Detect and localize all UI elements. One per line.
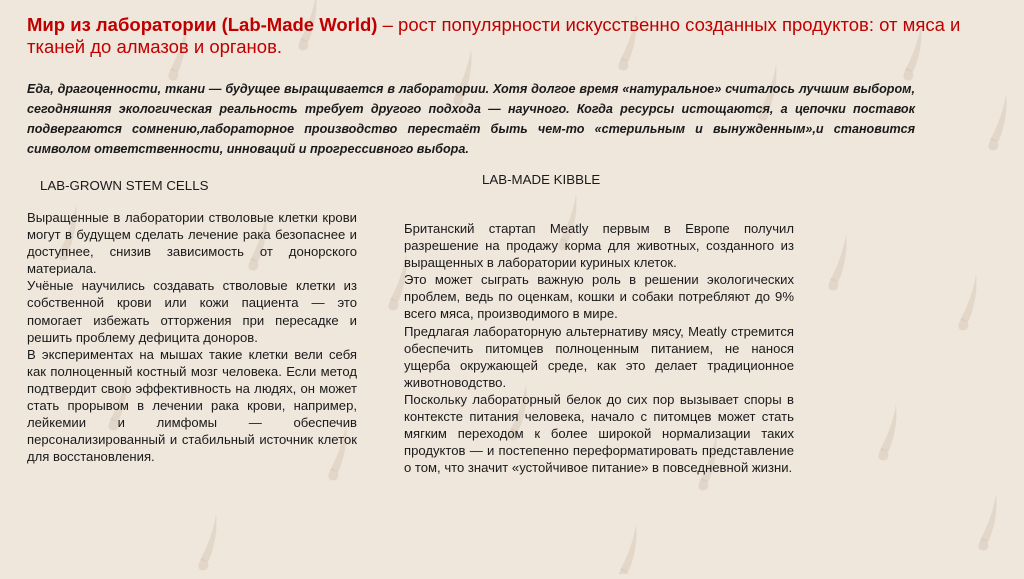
page-title bbox=[27, 14, 1012, 58]
right-column-text bbox=[404, 220, 794, 476]
title-bold: Мир из лаборатории (Lab-Made World) bbox=[27, 14, 378, 35]
left-paragraph: Учёные научились создавать стволовые клетки из собственной крови или кожи пациента — это помогает избежать отторжения при пересадке и решить проблему дефицита доноров. bbox=[27, 278, 357, 345]
title-rest: – рост популярности искусственно созданных продуктов: от мяса и тканей до алмазов и органов. bbox=[27, 14, 961, 57]
right-paragraph: Это может сыграть важную роль в решении экологических проблем, ведь по оценкам, кошки и собаки потребляют до 9% всего мяса, производимого в мире. bbox=[404, 272, 794, 322]
right-paragraph: Поскольку лабораторный белок до сих пор вызывает споры в контексте питания человека, начало с питомцев может стать мягким переходом к более широкой нормализации таких продуктов — и постепенно переформатировать представление о том, что значит «устойчивое питание» в повседневной жизни. bbox=[404, 391, 794, 476]
left-column-text bbox=[27, 209, 357, 465]
left-paragraph: Выращенные в лаборатории стволовые клетки крови могут в будущем сделать лечение рака безопаснее и доступнее, снизив зависимость от донорского материала. bbox=[27, 210, 357, 277]
right-paragraph: Британский стартап Meatly первым в Европе получил разрешение на продажу корма для животных, созданного из выращенных в лаборатории куриных клеток. bbox=[404, 221, 794, 271]
left-column-heading: LAB-GROWN STEM CELLS bbox=[40, 178, 209, 193]
right-column-heading: LAB-MADE KIBBLE bbox=[482, 172, 601, 187]
left-paragraph: В экспериментах на мышах такие клетки вели себя как полноценный костный мозг человека. Если метод подтвердит свою эффективность на людях, он может стать прорывом в лечении рака крови, например, лейкемии и лимфомы — обеспечив персонализированный и стабильный источник клеток для восстановления. bbox=[27, 346, 357, 465]
right-paragraph: Предлагая лабораторную альтернативу мясу, Meatly стремится обеспечить питомцев полноценным питанием, не нанося ущерба окружающей среде, как это делает традиционное животноводство. bbox=[404, 323, 794, 390]
intro-paragraph: Еда, драгоценности, ткани — будущее выращивается в лаборатории. Хотя долгое время «натуральное» считалось лучшим выбором, сегодняшняя экологическая реальность требует другого подхода — научного. Когда ресурсы истощаются, а цепочки поставок подвергаются сомнению,лабораторное производство перестаёт быть чем-то «стерильным и вынужденным»,и становится символом ответственности, инноваций и прогрессивного выбора. bbox=[27, 82, 915, 156]
